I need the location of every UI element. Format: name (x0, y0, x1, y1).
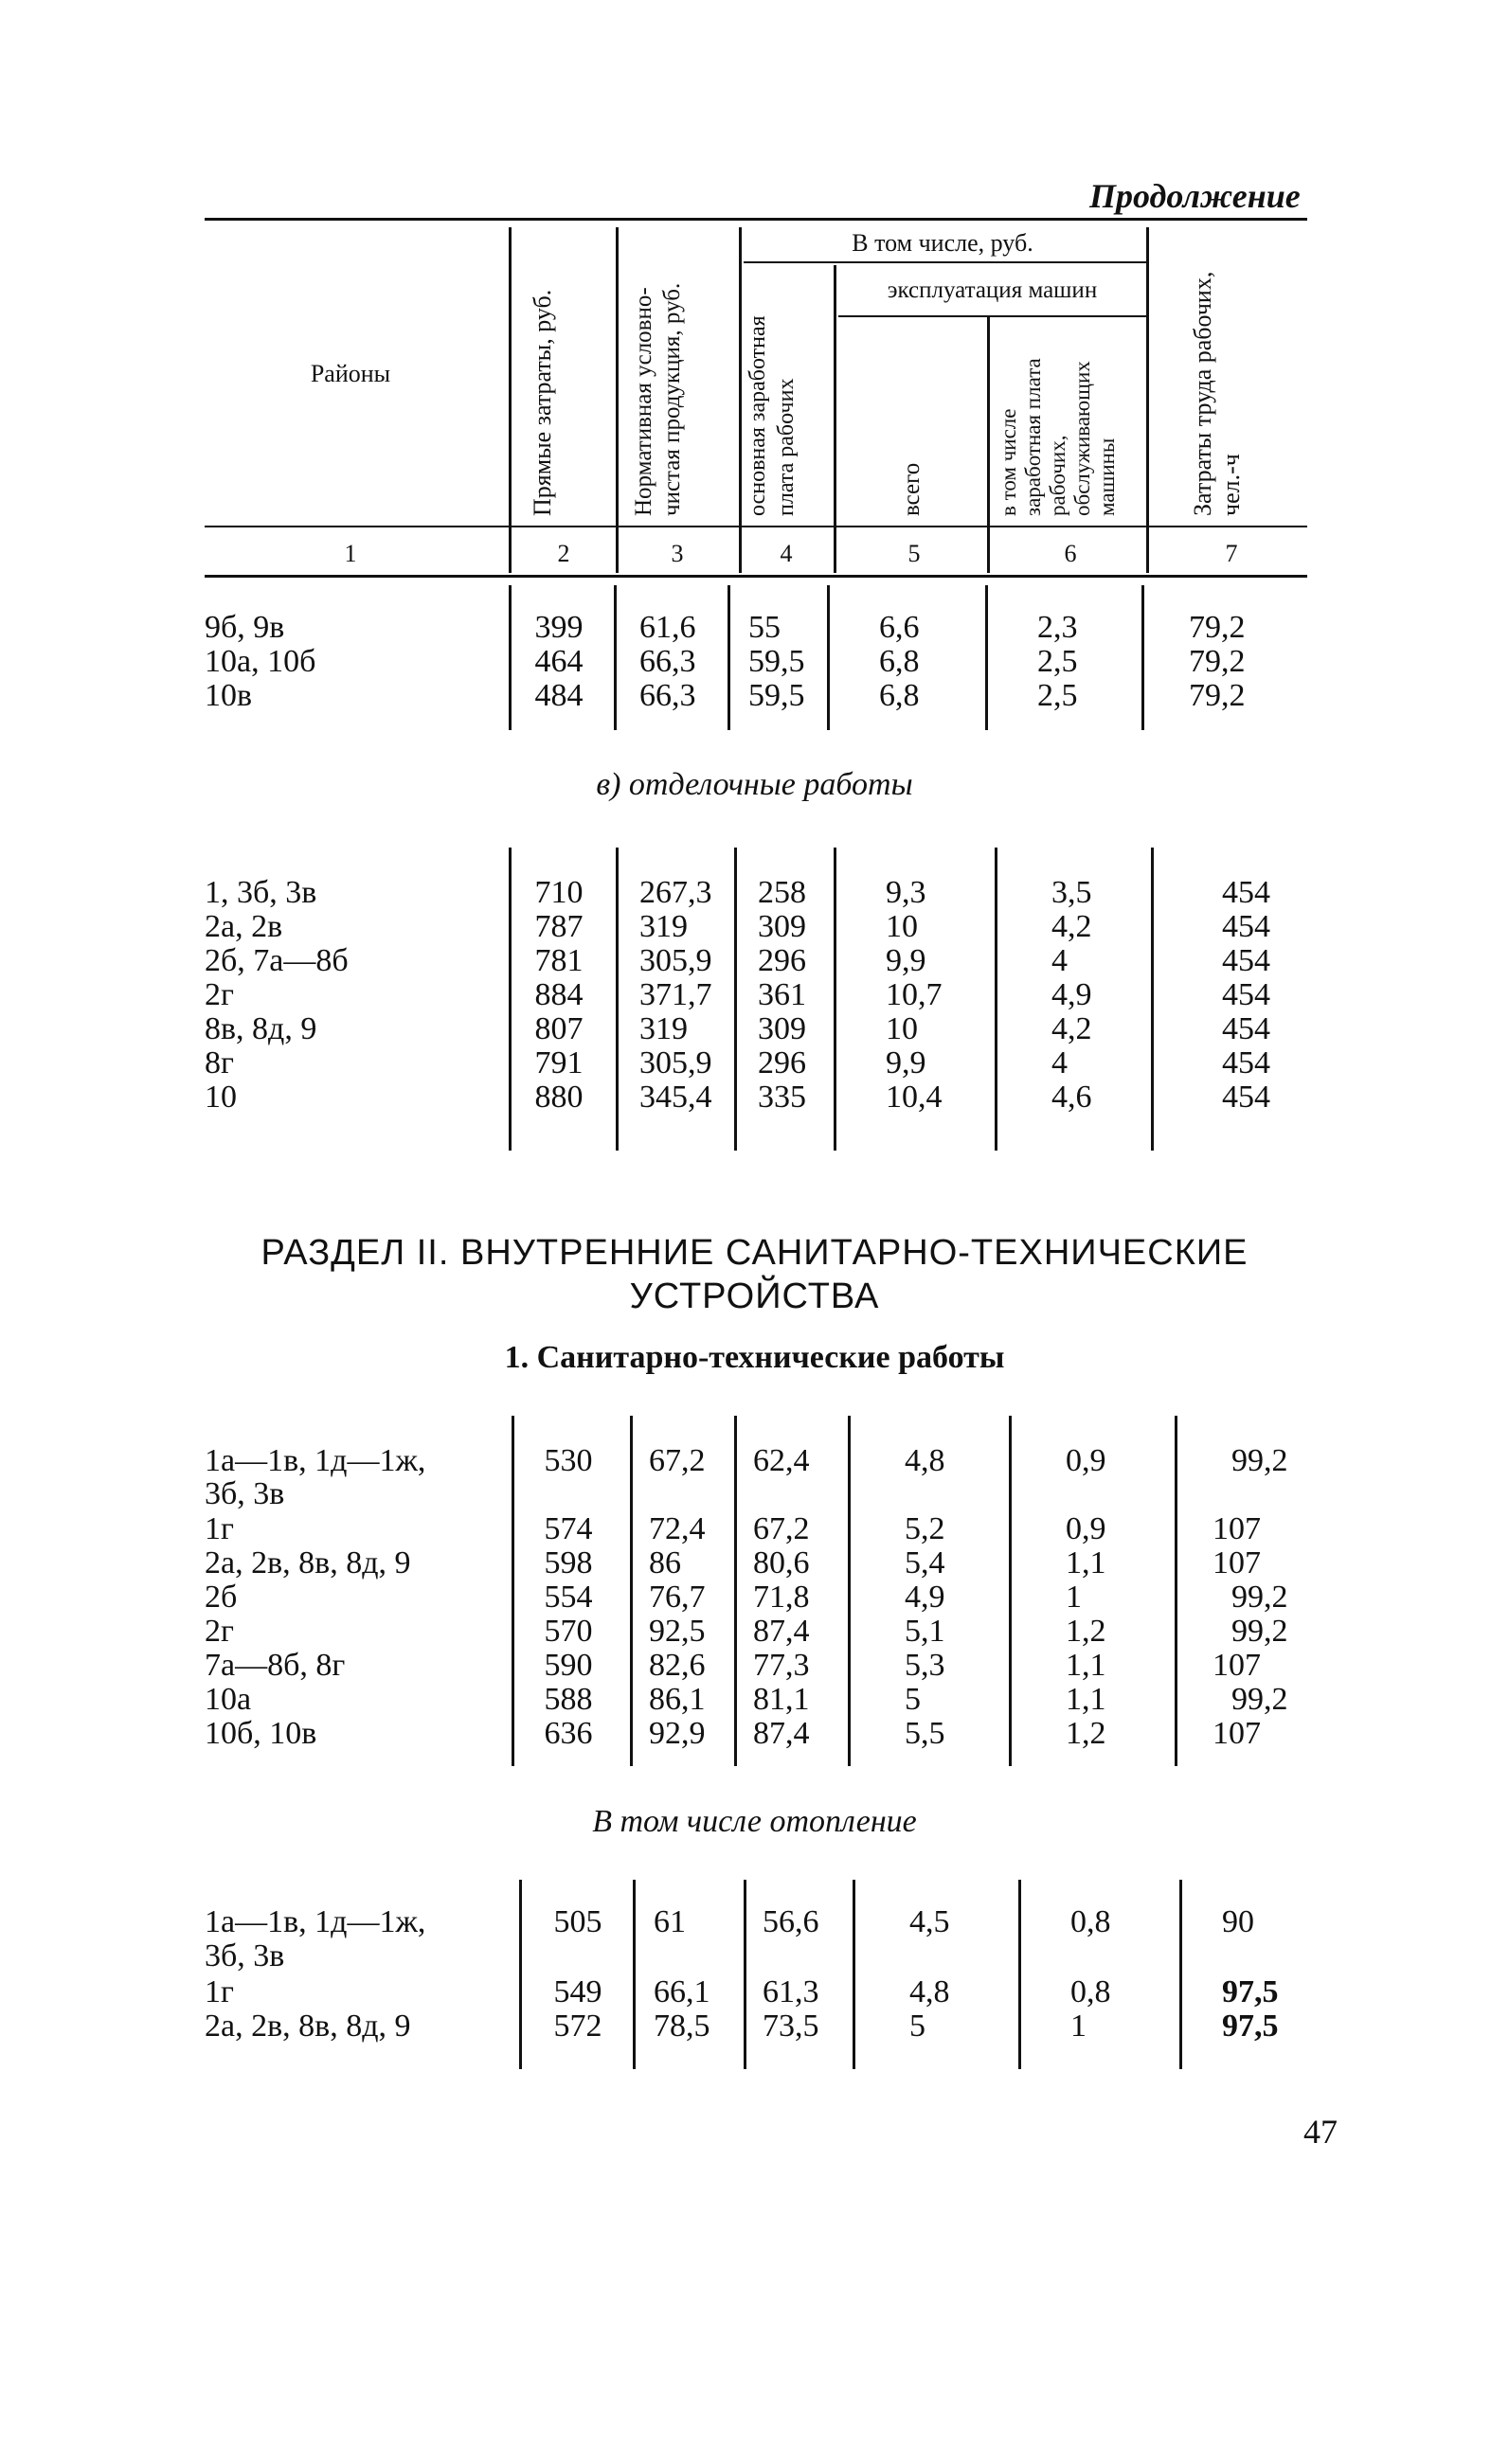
table-cell: 78,5 (654, 2009, 710, 2044)
table-cell: 7а—8б, 8г (205, 1648, 346, 1683)
table-cell: 62,4 (753, 1443, 810, 1478)
table-cell: 66,1 (654, 1974, 710, 2009)
table-cell: 1а—1в, 1д—1ж, (205, 1904, 426, 1939)
table-cell: 884 (534, 977, 584, 1012)
table-cell: 791 (534, 1045, 584, 1080)
table-cell: 2,5 (1037, 678, 1078, 713)
column-divider (827, 585, 830, 730)
table-cell: 97,5 (1222, 1974, 1279, 2009)
column-divider (616, 848, 619, 1151)
table-cell: 107 (1213, 1545, 1261, 1580)
table-cell: 92,9 (649, 1716, 706, 1751)
table-cell: 2б, 7а—8б (205, 943, 349, 978)
column-divider (1151, 848, 1154, 1151)
col-header-machine-wages: в том числе заработная плата рабочих, обслуживающих машины (997, 358, 1119, 516)
table-cell: 5,4 (905, 1545, 945, 1580)
col-number-5: 5 (907, 540, 921, 567)
column-divider (834, 848, 836, 1151)
column-divider (848, 1416, 851, 1766)
table-cell: 107 (1213, 1511, 1261, 1546)
table-cell: 4,9 (1051, 977, 1092, 1012)
header-divider (1146, 227, 1149, 573)
table-cell: 2б (205, 1580, 238, 1615)
column-divider (1179, 1880, 1182, 2069)
table-cell: 574 (544, 1511, 593, 1546)
table-cell: 5 (909, 2009, 925, 2044)
table-cell: 530 (544, 1443, 593, 1478)
column-divider (1175, 1416, 1177, 1766)
table-cell: 1 (1070, 2009, 1087, 2044)
column-divider (512, 1416, 514, 1766)
table-cell: 3,5 (1051, 875, 1092, 910)
table-cell: 554 (544, 1580, 593, 1615)
table-cell: 549 (553, 1974, 602, 2009)
table-cell: 309 (758, 909, 806, 944)
table-cell: 79,2 (1189, 610, 1246, 645)
col-number-7: 7 (1225, 540, 1238, 567)
table-cell: 5,3 (905, 1648, 945, 1683)
table-cell: 5,1 (905, 1614, 945, 1649)
table-cell: 92,5 (649, 1614, 706, 1649)
page-number: 47 (1303, 2113, 1338, 2151)
table-cell: 5,2 (905, 1511, 945, 1546)
table-cell: 10 (205, 1080, 237, 1115)
table-cell: 1а—1в, 1д—1ж, (205, 1443, 426, 1478)
table-cell: 296 (758, 943, 806, 978)
table-cell: 454 (1222, 909, 1270, 944)
table-cell: 56,6 (763, 1904, 819, 1939)
table-cell: 99,2 (1231, 1443, 1288, 1478)
table-cell: 2,3 (1037, 610, 1078, 645)
column-divider (744, 1880, 746, 2069)
table-cell: 4 (1051, 943, 1068, 978)
table-cell: 6,6 (879, 610, 920, 645)
col-header-total: всего (899, 462, 925, 516)
column-divider (630, 1416, 633, 1766)
table-cell: 1, 3б, 3в (205, 875, 317, 910)
table-cell: 572 (553, 2009, 602, 2044)
table-cell: 107 (1213, 1716, 1261, 1751)
table-cell: 598 (544, 1545, 593, 1580)
table-cell: 4,2 (1051, 1011, 1092, 1046)
table-cell: 4,9 (905, 1580, 945, 1615)
table-cell: 2г (205, 977, 234, 1012)
table-cell: 335 (758, 1080, 806, 1115)
continuation-label: Продолжение (1089, 177, 1301, 215)
table-cell: 76,7 (649, 1580, 706, 1615)
header-divider (509, 227, 512, 573)
header-bottom-rule (205, 526, 1307, 527)
table-cell: 588 (544, 1682, 593, 1717)
table-cell: 258 (758, 875, 806, 910)
column-divider (734, 1416, 737, 1766)
col-header-wages: основная заработная плата рабочих (746, 315, 799, 516)
table-cell: 2,5 (1037, 644, 1078, 679)
table-cell: 9б, 9в (205, 610, 285, 645)
table-cell: 710 (534, 875, 584, 910)
table-cell: 10 (886, 909, 918, 944)
table-cell: 97,5 (1222, 2009, 1279, 2044)
col-number-2: 2 (557, 540, 570, 567)
table-cell: 87,4 (753, 1716, 810, 1751)
table-cell: 505 (553, 1904, 602, 1939)
table-cell: 3б, 3в (205, 1476, 285, 1511)
table-cell: 319 (639, 1011, 688, 1046)
table-cell: 8г (205, 1045, 234, 1080)
table-cell: 361 (758, 977, 806, 1012)
table-cell: 71,8 (753, 1580, 810, 1615)
table-cell: 454 (1222, 977, 1270, 1012)
table-cell: 0,9 (1066, 1511, 1106, 1546)
section-subtitle: 1. Санитарно-технические работы (504, 1340, 1005, 1375)
table-cell: 371,7 (639, 977, 712, 1012)
table-cell: 80,6 (753, 1545, 810, 1580)
table-cell: 345,4 (639, 1080, 712, 1115)
col-header-subgroup: эксплуатация машин (887, 277, 1098, 303)
table-cell: 10,7 (886, 977, 943, 1012)
table-cell: 61,6 (639, 610, 696, 645)
table-cell: 90 (1222, 1904, 1254, 1939)
section-title: РАЗДЕЛ II. ВНУТРЕННИЕ САНИТАРНО-ТЕХНИЧЕСКИЕ (260, 1233, 1249, 1273)
table-cell: 880 (534, 1080, 584, 1115)
table-cell: 2г (205, 1614, 234, 1649)
table-cell: 67,2 (649, 1443, 706, 1478)
table-cell: 99,2 (1231, 1614, 1288, 1649)
table-cell: 484 (534, 678, 584, 713)
table-cell: 570 (544, 1614, 593, 1649)
table-cell: 2а, 2в, 8в, 8д, 9 (205, 1545, 411, 1580)
table-cell: 319 (639, 909, 688, 944)
subsection-title-heating: В том числе отопление (592, 1804, 917, 1839)
table-cell: 10а, 10б (205, 644, 316, 679)
table-cell: 305,9 (639, 943, 712, 978)
section-title-cont: УСТРОЙСТВА (629, 1277, 880, 1316)
table-cell: 1,1 (1066, 1648, 1106, 1683)
table-cell: 1,2 (1066, 1614, 1106, 1649)
table-cell: 399 (534, 610, 584, 645)
table-cell: 0,8 (1070, 1904, 1111, 1939)
table-cell: 66,3 (639, 644, 696, 679)
table-cell: 10в (205, 678, 253, 713)
table-cell: 3б, 3в (205, 1938, 285, 1973)
header-top-rule (205, 218, 1307, 221)
table-cell: 79,2 (1189, 678, 1246, 713)
table-cell: 454 (1222, 875, 1270, 910)
numbers-bottom-rule (205, 575, 1307, 578)
table-cell: 79,2 (1189, 644, 1246, 679)
table-cell: 9,9 (886, 1045, 926, 1080)
table-cell: 4,8 (909, 1974, 950, 2009)
table-cell: 99,2 (1231, 1682, 1288, 1717)
table-cell: 5 (905, 1682, 921, 1717)
table-cell: 787 (534, 909, 584, 944)
table-cell: 5,5 (905, 1716, 945, 1751)
table-cell: 454 (1222, 1080, 1270, 1115)
table-cell: 10б, 10в (205, 1716, 317, 1751)
table-cell: 2а, 2в, 8в, 8д, 9 (205, 2009, 411, 2044)
table-cell: 1,1 (1066, 1682, 1106, 1717)
table-cell: 267,3 (639, 875, 712, 910)
table-cell: 67,2 (753, 1511, 810, 1546)
column-divider (633, 1880, 636, 2069)
table-cell: 10 (886, 1011, 918, 1046)
table-cell: 1,2 (1066, 1716, 1106, 1751)
column-divider (853, 1880, 855, 2069)
table-cell: 59,5 (748, 644, 805, 679)
col-header-regions: Районы (310, 360, 391, 387)
table-cell: 1г (205, 1511, 234, 1546)
table-cell: 4,8 (905, 1443, 945, 1478)
table-cell: 781 (534, 943, 584, 978)
col-number-6: 6 (1064, 540, 1077, 567)
header-divider (739, 227, 742, 573)
table-cell: 107 (1213, 1648, 1261, 1683)
col-header-group: В том числе, руб. (852, 229, 1033, 257)
col-header-net-production: Нормативная условно-чистая продукция, руб. (631, 282, 685, 516)
table-cell: 1,1 (1066, 1545, 1106, 1580)
table-cell: 59,5 (748, 678, 805, 713)
table-cell: 4,5 (909, 1904, 950, 1939)
table-cell: 4,6 (1051, 1080, 1092, 1115)
table-cell: 86,1 (649, 1682, 706, 1717)
table-cell: 6,8 (879, 678, 920, 713)
table-cell: 61,3 (763, 1974, 819, 2009)
column-divider (614, 585, 617, 730)
table-cell: 82,6 (649, 1648, 706, 1683)
group-rule (744, 261, 1146, 263)
table-cell: 73,5 (763, 2009, 819, 2044)
table-cell: 72,4 (649, 1511, 706, 1546)
col-header-labor: Затраты труда рабочих, чел.-ч (1189, 271, 1245, 516)
table-cell: 61 (654, 1904, 686, 1939)
subsection-title-finishing: в) отделочные работы (596, 767, 913, 802)
column-divider (1141, 585, 1144, 730)
table-cell: 464 (534, 644, 584, 679)
table-cell: 296 (758, 1045, 806, 1080)
table-cell: 454 (1222, 943, 1270, 978)
table-cell: 81,1 (753, 1682, 810, 1717)
table-cell: 66,3 (639, 678, 696, 713)
column-divider (734, 848, 737, 1151)
table-cell: 99,2 (1231, 1580, 1288, 1615)
table-cell: 590 (544, 1648, 593, 1683)
table-cell: 77,3 (753, 1648, 810, 1683)
table-cell: 454 (1222, 1045, 1270, 1080)
table-cell: 807 (534, 1011, 584, 1046)
table-cell: 8в, 8д, 9 (205, 1011, 317, 1046)
table-cell: 1 (1066, 1580, 1082, 1615)
table-cell: 86 (649, 1545, 681, 1580)
table-cell: 305,9 (639, 1045, 712, 1080)
table-cell: 636 (544, 1716, 593, 1751)
col-number-3: 3 (671, 540, 684, 567)
column-divider (519, 1880, 522, 2069)
col-header-direct-costs: Прямые затраты, руб. (529, 289, 556, 516)
table-cell: 9,3 (886, 875, 926, 910)
header-divider (834, 265, 836, 573)
table-cell: 4 (1051, 1045, 1068, 1080)
col-number-1: 1 (344, 540, 357, 567)
table-cell: 10,4 (886, 1080, 943, 1115)
column-divider (728, 585, 730, 730)
header-divider (616, 227, 619, 573)
subgroup-rule (838, 315, 1146, 317)
table-cell: 4,2 (1051, 909, 1092, 944)
table-cell: 10а (205, 1682, 252, 1717)
table-cell: 0,9 (1066, 1443, 1106, 1478)
table-cell: 9,9 (886, 943, 926, 978)
table-cell: 2а, 2в (205, 909, 283, 944)
table-cell: 0,8 (1070, 1974, 1111, 2009)
table-cell: 6,8 (879, 644, 920, 679)
table-cell: 309 (758, 1011, 806, 1046)
table-cell: 55 (748, 610, 781, 645)
table-cell: 454 (1222, 1011, 1270, 1046)
col-number-4: 4 (780, 540, 793, 567)
table-cell: 87,4 (753, 1614, 810, 1649)
table-cell: 1г (205, 1974, 234, 2009)
header-divider (987, 317, 990, 573)
